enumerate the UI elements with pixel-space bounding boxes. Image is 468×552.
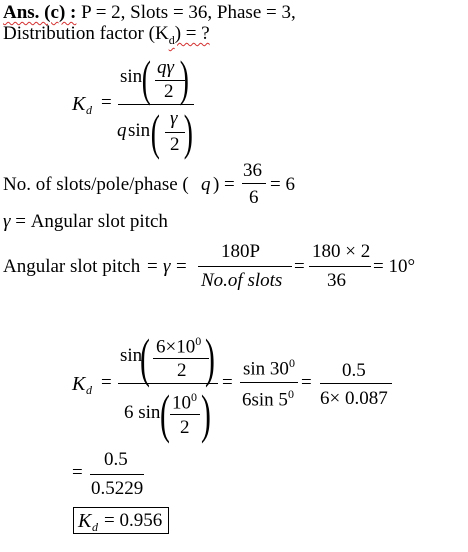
paren-left-1: ( (141, 50, 151, 106)
calc-mid-den-sup: 0 (287, 387, 294, 401)
calc-lhs-sub: d (86, 383, 92, 397)
pitch-num-2: 180 × 2 (312, 241, 371, 262)
pitch-den-1: No.of slots (201, 270, 283, 291)
slots-num: 36 (243, 160, 262, 181)
formula-den-inner-bar (165, 132, 185, 133)
calc-mid-num-text: sin 30 (243, 358, 289, 380)
slots-bar (242, 183, 266, 184)
calc-den-bot: 2 (180, 417, 190, 438)
step-num: 0.5 (104, 449, 128, 470)
formula-den-bot: 2 (170, 134, 180, 155)
step-eq: = (72, 462, 83, 483)
slots-den: 6 (249, 187, 259, 208)
slots-q: q (201, 174, 211, 195)
pitch-eq-1: = (147, 256, 158, 277)
answer-value: = 0.956 (104, 510, 163, 531)
calc-inner-bar (153, 358, 209, 359)
gamma-symbol: γ (3, 211, 11, 232)
pitch-gamma: γ (163, 256, 171, 277)
paren-left-2: ( (150, 104, 160, 160)
question-prefix: Distribution factor (K (3, 23, 169, 44)
calc-right-bar (320, 383, 392, 384)
slots-eq: = (224, 174, 235, 195)
gamma-definition (3, 211, 168, 233)
formula-lhs: K (72, 93, 86, 115)
final-answer-box (73, 507, 169, 534)
paren-left-3: ( (140, 328, 150, 388)
answer-label: Ans. (c) : (3, 2, 77, 23)
answer-lhs-sub: d (92, 520, 98, 534)
formula-eq: = (101, 92, 112, 113)
calc-mid-num (243, 356, 295, 380)
pitch-eq-3: = (294, 256, 305, 277)
calc-lhs: K (72, 373, 86, 395)
slots-result: = 6 (270, 174, 295, 195)
calc-mid-num-sup: 0 (288, 356, 295, 370)
calc-mid-den-text: 6sin 5 (242, 389, 288, 411)
pitch-bar-2 (309, 266, 371, 267)
calc-den-top-text: 10 (172, 392, 191, 414)
question-suffix: ) = ? (174, 23, 210, 44)
calc-mid-den (242, 387, 294, 411)
given-values: P = 2, Slots = 36, Phase = 3, (81, 2, 296, 23)
calc-eq-1: = (101, 372, 112, 393)
calc-eq-3: = (301, 372, 312, 393)
paren-right-4: ) (201, 384, 211, 444)
pitch-num-1: 180P (221, 241, 261, 262)
paren-left-4: ( (160, 384, 170, 444)
calc-mid-bar (240, 382, 298, 383)
formula-lhs-sub: d (86, 103, 92, 117)
paren-right-2: ) (183, 104, 193, 160)
gamma-text: = Angular slot pitch (15, 211, 168, 232)
calc-den-top-sup: 0 (191, 390, 197, 404)
formula-num-bot: 2 (164, 81, 174, 102)
step-bar (90, 474, 144, 475)
calc-num-sin: sin (120, 345, 143, 366)
formula-den-sin: sin (128, 120, 151, 141)
paren-right-1: ) (179, 50, 189, 106)
calc-den-top (172, 390, 197, 414)
pitch-eq-2: = (176, 256, 187, 277)
calc-den-inner-bar (170, 414, 200, 415)
calc-inner-top-sup: 0 (195, 334, 202, 348)
pitch-bar-1 (198, 266, 292, 267)
calc-inner-top (156, 334, 201, 358)
formula-num-top: qγ (157, 57, 174, 78)
calc-right-den: 6× 0.087 (320, 388, 388, 409)
calc-right-num: 0.5 (342, 360, 366, 381)
pitch-label: Angular slot pitch (3, 256, 141, 277)
step-den: 0.5229 (91, 478, 144, 499)
calc-den-coef: 6 sin (124, 402, 161, 423)
calc-eq-2: = (222, 372, 233, 393)
calc-inner-top-text: 6×10 (156, 336, 196, 358)
answer-lhs: K (78, 510, 92, 532)
pitch-result: = 10° (373, 256, 416, 277)
slots-label: No. of slots/pole/phase ( (3, 174, 189, 195)
paren-right-3: ) (205, 328, 215, 388)
formula-num-sin: sin (120, 66, 143, 87)
answer-header (3, 2, 296, 24)
question-line (3, 23, 210, 48)
slots-close: ) (213, 174, 220, 195)
formula-den-q: q (117, 120, 127, 141)
question-sub: d (168, 32, 175, 47)
formula-den-top: γ (170, 108, 178, 129)
pitch-den-2: 36 (327, 270, 346, 291)
calc-inner-bot: 2 (177, 360, 187, 381)
